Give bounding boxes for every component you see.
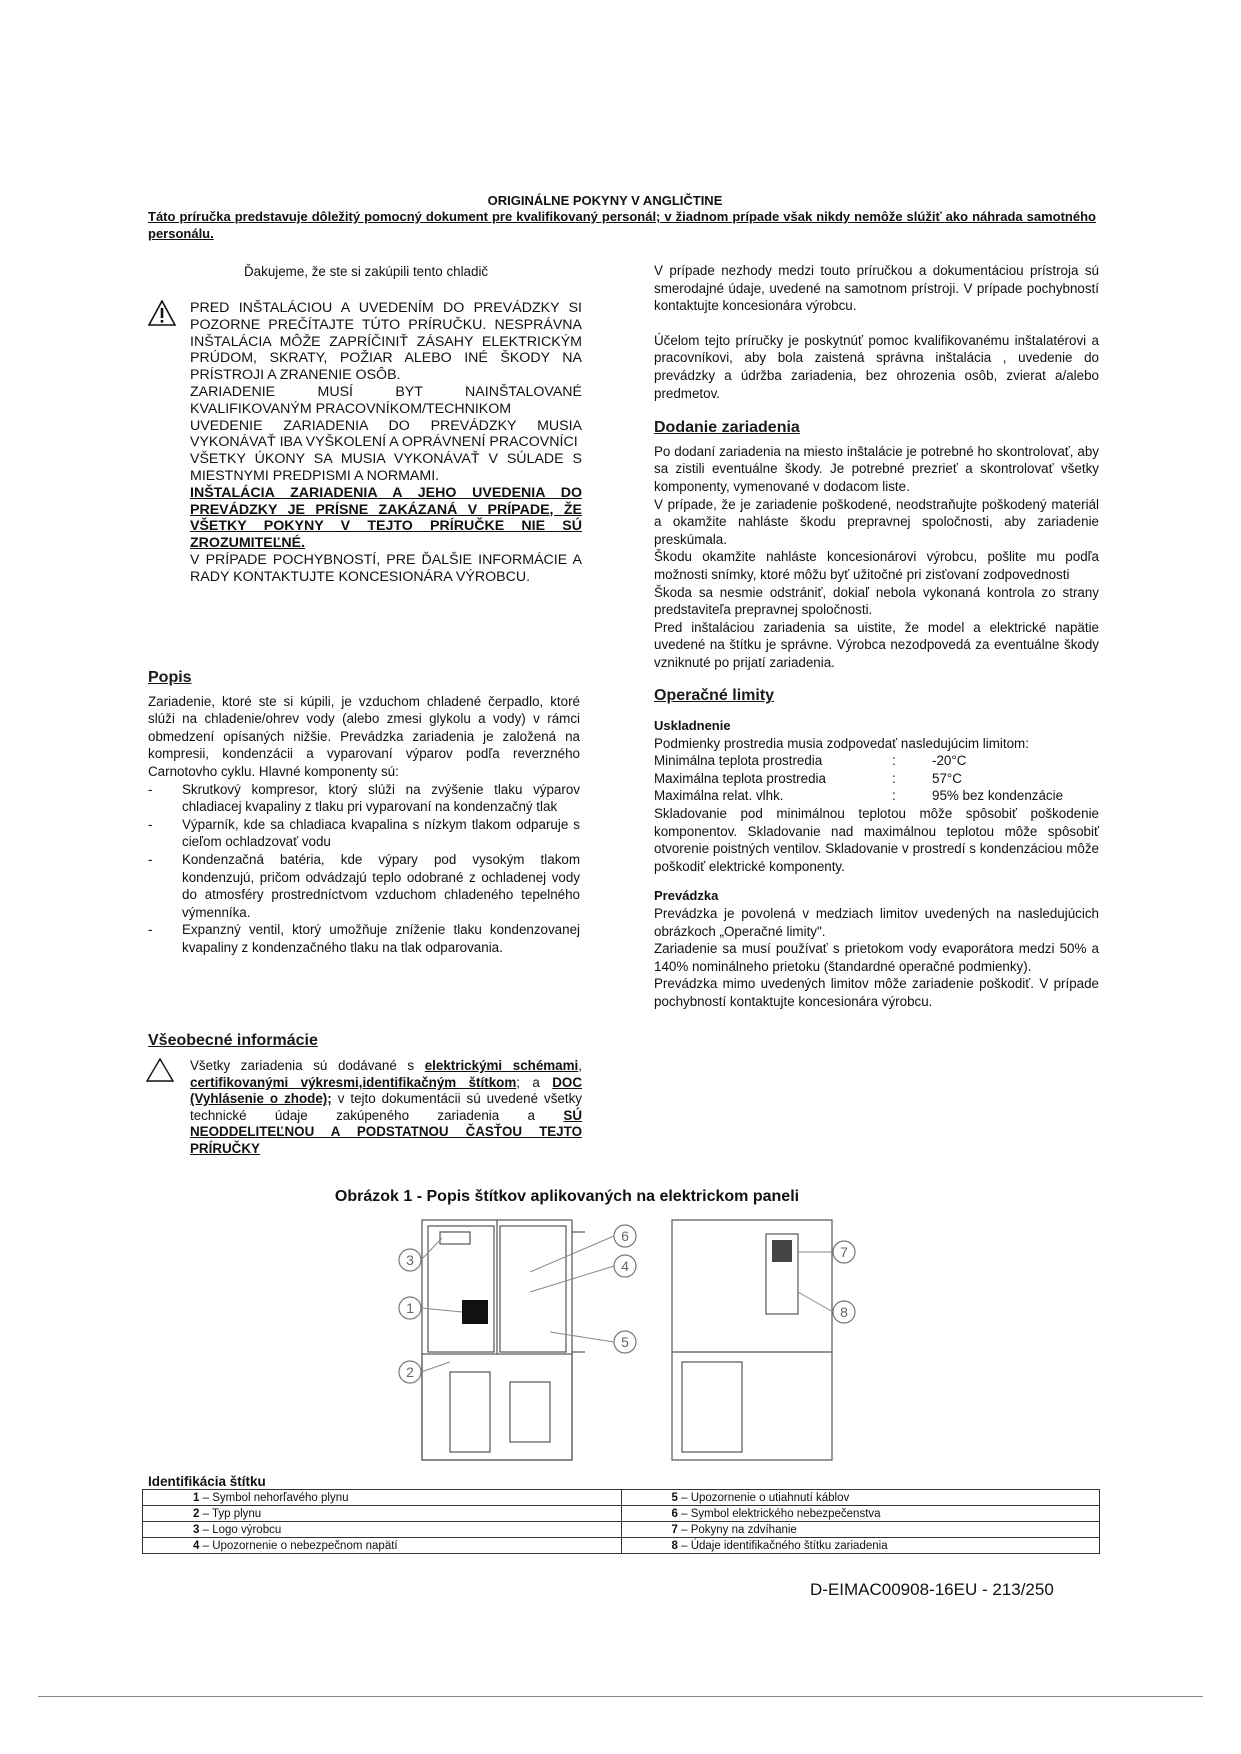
table-row [143, 1538, 1100, 1554]
table-cell: 7 – Pokyny na zdvíhanie [621, 1522, 1100, 1538]
identification-title: Identifikácia štítku [148, 1474, 266, 1489]
page-title: ORIGINÁLNE POKYNY V ANGLIČTINE [487, 193, 723, 208]
warning-text: PRED INŠTALÁCIOU A UVEDENÍM DO PREVÁDZKY SI POZORNE PREČÍTAJTE TÚTO PRÍRUČKU. NESPRÁVNA INŠTALÁCIA MÔŽE ZAPRÍČINIŤ ZÁSAHY ELEKTRICKÝM PRÚDOM, SKRATY, POŽIAR ALEBO INÉ ŠKODY NA PRÍSTROJI A ZRANENIE OSÔB. [190, 300, 582, 384]
compressor-shape [450, 1372, 490, 1452]
table-cell: 4 – Upozornenie o nebezpečnom napätí [143, 1538, 622, 1554]
popis-text: Zariadenie, ktoré ste si kúpili, je vzduchom chladené čerpadlo, ktoré slúži na chladenie/ohrev vody (alebo zmesi glykolu a vody) v rámci obmedzení opísaných nižšie. Prevádzka zariadenia je založená na kompresii, kondenzácii a vyparovaní výparov podľa reverzného Carnotovho cyklu. Hlavné komponenty sú: [148, 693, 580, 779]
table-row [143, 1506, 1100, 1522]
link-doc: DOC (Vyhlásenie o zhode); [190, 1074, 582, 1107]
limit-row: Minimálna teplota prostredia : -20°C [654, 753, 967, 769]
table-cell: 6 – Symbol elektrického nebezpečenstva [621, 1506, 1100, 1522]
identification-table [142, 1489, 1100, 1554]
table-row [143, 1522, 1100, 1538]
paragraph: Pred inštaláciou zariadenia sa uistite, že model a elektrické napätie uvedené na štítku je správne. Výrobca nezodpovedá za eventuálne škody vzniknuté po prijatí zariadenia. [654, 619, 1099, 670]
table-cell: 3 – Logo výrobcu [143, 1522, 622, 1538]
paragraph: Po dodaní zariadenia na miesto inštalácie je potrebné ho skontrolovať, aby sa zistili eventuálne škody. Je potrebné prezrieť a skontrolovať všetky komponenty, vymenované v dodacom liste. [654, 443, 1099, 494]
side-piping [682, 1362, 742, 1452]
list-item: - Výparník, kde sa chladiaca kvapalina s nízkym tlakom odparuje s cieľom ochladzovať vodu [148, 816, 580, 851]
thanks-text: Ďakujeme, že ste si zakúpili tento chladič [244, 264, 489, 279]
general-info-section [148, 1032, 580, 1050]
callout-label: 4 [621, 1258, 629, 1274]
list-item: - Expanzný ventil, ktorý umožňuje zníženie tlaku kondenzovanej kvapaliny z kondenzačného tlaku na tlak odparovania. [148, 921, 580, 956]
subheading-storage: Uskladnenie [654, 718, 731, 734]
pipework-shape [510, 1382, 550, 1442]
link-electrical-diagrams: elektrickými schémami [424, 1058, 579, 1073]
table-cell: 8 – Údaje identifikačného štítku zariadenia [621, 1538, 1100, 1554]
section-heading-popis: Popis [148, 669, 192, 686]
subheading-operation: Prevádzka [654, 888, 719, 904]
document-id-page-number: D-EIMAC00908-16EU - 213/250 [810, 1580, 1054, 1599]
table-cell: 2 – Typ plynu [143, 1506, 622, 1522]
callout-label: 3 [406, 1252, 414, 1268]
link-certified-drawings: certifikovanými výkresmi,identifikačným štítkom [190, 1074, 517, 1090]
warning-text: ZARIADENIE MUSÍ BYT NAINŠTALOVANÉ KVALIFIKOVANÝM PRACOVNÍKOM/TECHNIKOM [190, 383, 582, 417]
warning-triangle-icon [148, 300, 176, 326]
warning-text-emphasis: INŠTALÁCIA ZARIADENIA A JEHO UVEDENIA DO PREVÁDZKY JE PRÍSNE ZAKÁZANÁ V PRÍPADE, ŽE VŠETKY POKYNY V TEJTO PRÍRUČKE NIE SÚ ZROZUMITEĽNÉ. [190, 484, 582, 552]
emphasis-integral-part: SÚ NEODDELITEĽNOU A PODSTATNOU ČASŤOU TEJTO PRÍRUČKY [190, 1107, 582, 1156]
paragraph: Prevádzka mimo uvedených limitov môže zariadenie poškodiť. V prípade pochybností kontaktujte koncesionára výrobcu. [654, 976, 1099, 1009]
table-cell: 1 – Symbol nehorľavého plynu [143, 1490, 622, 1506]
general-info-text: Všetky zariadenia sú dodávané s elektrickými schémami, certifikovanými výkresmi,identifikačným štítkom; a DOC (Vyhlásenie o zhode); v tejto dokumentácii sú uvedené všetky technické údaje zakúpeného zariadenia a SÚ NEODDELITEĽNOU A PODSTATNOU ČASŤOU TEJTO PRÍRUČKY [190, 1058, 582, 1156]
paragraph: Škoda sa nesmie odstrániť, dokiaľ nebola vykonaná kontrola zo strany predstaviteľa prepravnej spoločnosti. [654, 584, 1099, 618]
logo-label-rect [440, 1232, 470, 1244]
caution-triangle-icon [146, 1058, 174, 1082]
paragraph: Skladovanie pod minimálnou teplotou môže spôsobiť poškodenie komponentov. Skladovanie nad maximálnou teplotou môže spôsobiť otvorenie poistných ventilov. Skladovanie v prostredí s kondenzáciou môže poškodiť elektrické komponenty. [654, 806, 1099, 874]
warning-text: V PRÍPADE POCHYBNOSTÍ, PRE ĎALŠIE INFORMÁCIE A RADY KONTAKTUJTE KONCESIONÁRA VÝROBCU. [190, 551, 582, 585]
paragraph: Účelom tejto príručky je poskytnúť pomoc kvalifikovanému inštalatérovi a pracovníkovi, aby bola zaistená správna inštalácia , uvedenie do prevádzky a údržba zariadenia, bez ohrozenia osôb, zvierat a/alebo predmetov. [654, 332, 1099, 401]
section-heading-general-info: Všeobecné informácie [148, 1032, 318, 1049]
warning-text: VŠETKY ÚKONY SA MUSIA VYKONÁVAŤ V SÚLADE S MIESTNYMI PREDPISMI A NORMAMI. [190, 451, 582, 484]
panel-door-left [428, 1226, 494, 1352]
callout-label: 6 [621, 1228, 629, 1244]
page-subtitle: Táto príručka predstavuje dôležitý pomocný dokument pre kvalifikovaný personál; v žiadnom prípade však nikdy nemôže slúžiť ako náhrada samotného personálu. [148, 209, 1096, 241]
paragraph: V prípade nezhody medzi touto príručkou a dokumentáciou prístroja sú smerodajné údaje, uvedené na samotnom prístroji. V prípade pochybností kontaktujte koncesionára výrobcu. [654, 263, 1099, 314]
section-heading-delivery: Dodanie zariadenia [654, 419, 800, 437]
callout-label: 5 [621, 1334, 629, 1350]
callout-label: 1 [406, 1300, 414, 1316]
right-column [654, 262, 1099, 1011]
paragraph: Prevádzka je povolená v medziach limitov uvedených na nasledujúcich obrázkoch „Operačné limity". [654, 906, 1099, 939]
safety-warning-block [190, 300, 582, 586]
unit-drawing-figure [380, 1212, 860, 1474]
paragraph: Zariadenie sa musí používať s prietokom vody evaporátora medzi 50% a 140% nominálneho prietoku (štandardné operačné podmienky). [654, 941, 1099, 974]
table-row [143, 1490, 1100, 1506]
paragraph: Škodu okamžite nahláste koncesionárovi výrobcu, pošlite mu podľa možnosti snímky, ktoré môžu byť užitočné pri zisťovaní zodpovednosti [654, 549, 1099, 582]
paragraph: Podmienky prostredia musia zodpovedať nasledujúcim limitom: [654, 735, 1029, 751]
side-label-grid [772, 1240, 792, 1262]
warning-text: UVEDENIE ZARIADENIA DO PREVÁDZKY MUSIA VYKONÁVAŤ IBA VYŠKOLENÍ A OPRÁVNENÍ PRACOVNÍCI [190, 417, 582, 451]
figure-title: Obrázok 1 - Popis štítkov aplikovaných na elektrickom paneli [334, 1188, 800, 1205]
table-cell: 5 – Upozornenie o utiahnutí káblov [621, 1490, 1100, 1506]
callout-label: 2 [406, 1364, 414, 1380]
popis-section [148, 669, 580, 957]
list-item: - Skrutkový kompresor, ktorý slúži na zvýšenie tlaku výparov chladiacej kvapaliny z tlaku pri vyparovaní na kondenzačný tlak [148, 781, 580, 816]
limit-row: Maximálna teplota prostredia : 57°C [654, 770, 962, 786]
list-item: - Kondenzačná batéria, kde výpary pod vysokým tlakom kondenzujú, pričom odvádzajú teplo odobrané z ochladenej vody do atmosféry prostredníctvom vzduchom chladeného tepelného výmenníka. [148, 851, 580, 921]
callout-label: 8 [840, 1304, 848, 1320]
page-bottom-divider [38, 1696, 1203, 1697]
callout-label: 7 [840, 1244, 848, 1260]
section-heading-operating-limits: Operačné limity [654, 687, 775, 705]
unit-side-outline [672, 1220, 832, 1460]
electrical-hazard-symbol [462, 1300, 488, 1324]
limit-row: Maximálna relat. vlhk. : 95% bez kondenzácie [654, 788, 1064, 804]
paragraph: V prípade, že je zariadenie poškodené, neodstraňujte poškodený materiál a okamžite nahláste škodu prepravnej spoločnosti, aby zariadenie preskúmala. [654, 496, 1099, 547]
